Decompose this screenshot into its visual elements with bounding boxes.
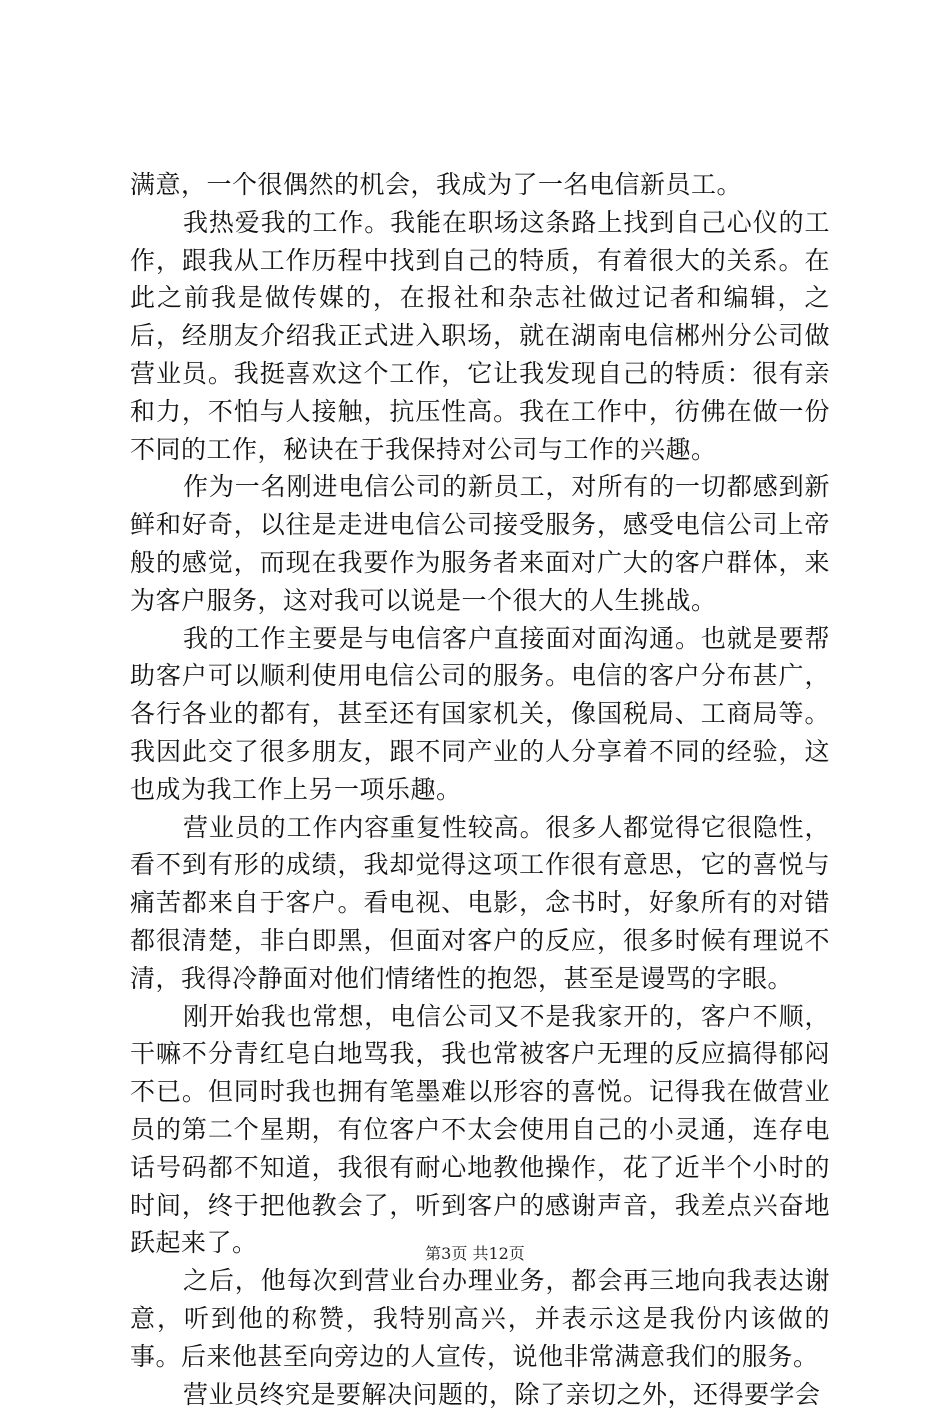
paragraph-2: 我热爱我的工作。我能在职场这条路上找到自己心仪的工作，跟我从工作历程中找到自己的特质，有着很大的关系。在此之前我是做传媒的，在报社和杂志社做过记者和编辑，之后，经朋友介绍我正式进入职场，就在湖南电信郴州分公司做营业员。我挺喜欢这个工作，它让我发现自己的特质：很有亲和力，不怕与人接触，抗压性高。我在工作中，彷佛在做一份不同的工作，秘诀在于我保持对公司与工作的兴趣。: [130, 204, 830, 469]
paragraph-7: 之后，他每次到营业台办理业务，都会再三地向我表达谢意，听到他的称赞，我特别高兴，并表示这是我份内该做的事。后来他甚至向旁边的人宣传，说他非常满意我们的服务。: [130, 1262, 830, 1375]
paragraph-4: 我的工作主要是与电信客户直接面对面沟通。也就是要帮助客户可以顺利使用电信公司的服务。电信的客户分布甚广，各行各业的都有，甚至还有国家机关，像国税局、工商局等。我因此交了很多朋友，跟不同产业的人分享着不同的经验，这也成为我工作上另一项乐趣。: [130, 620, 830, 809]
paragraph-1: 满意，一个很偶然的机会，我成为了一名电信新员工。: [130, 166, 830, 204]
page-number-footer: 第3页 共12页: [0, 1244, 950, 1264]
paragraph-6: 刚开始我也常想，电信公司又不是我家开的，客户不顺，干嘛不分青红皂白地骂我，我也常被客户无理的反应搞得郁闷不已。但同时我也拥有笔墨难以形容的喜悦。记得我在做营业员的第二个星期，有位客户不太会使用自己的小灵通，连存电话号码都不知道，我很有耐心地教他操作，花了近半个小时的时间，终于把他教会了，听到客户的感谢声音，我差点兴奋地跃起来了。: [130, 998, 830, 1263]
document-body: [130, 166, 830, 1413]
paragraph-3: 作为一名刚进电信公司的新员工，对所有的一切都感到新鲜和好奇，以往是走进电信公司接受服务，感受电信公司上帝般的感觉，而现在我要作为服务者来面对广大的客户群体，来为客户服务，这对我可以说是一个很大的人生挑战。: [130, 468, 830, 619]
paragraph-8: 营业员终究是要解决问题的，除了亲切之外，还得要学会: [130, 1376, 830, 1413]
paragraph-5: 营业员的工作内容重复性较高。很多人都觉得它很隐性，看不到有形的成绩，我却觉得这项工作很有意思，它的喜悦与痛苦都来自于客户。看电视、电影，念书时，好象所有的对错都很清楚，非白即黑，但面对客户的反应，很多时候有理说不清，我得冷静面对他们情绪性的抱怨，甚至是谩骂的字眼。: [130, 809, 830, 998]
